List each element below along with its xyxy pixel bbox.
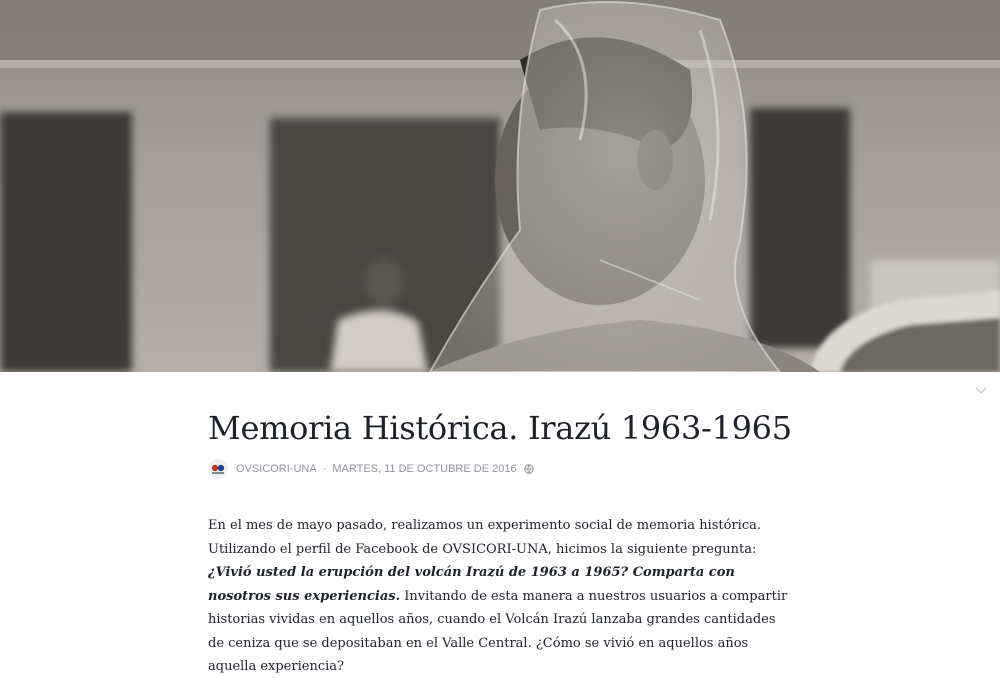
publish-date[interactable]: MARTES, 11 DE OCTUBRE DE 2016: [332, 463, 517, 475]
globe-icon: [524, 464, 534, 474]
paragraph-intro: En el mes de mayo pasado, realizamos un experimento social de memoria histórica. Utilizando el perfil de Facebook de OVSICORI-UNA, hicimos la siguiente pregunta:: [208, 518, 761, 557]
article: [208, 400, 792, 679]
avatar[interactable]: [208, 459, 228, 479]
author-link[interactable]: OVSICORI-UNA: [236, 463, 317, 475]
chevron-down-icon[interactable]: [972, 382, 990, 400]
article-body: [208, 514, 788, 679]
paragraph-question: ¿Vivió usted la erupción del volcán Irazú de 1963 a 1965? Comparta con nosotros sus experiencias.: [208, 565, 735, 604]
meta-separator: ·: [322, 463, 327, 475]
page-logo-icon: [208, 459, 228, 479]
article-meta: [208, 458, 788, 480]
article-paragraph: [208, 514, 788, 679]
paragraph-continuation: Invitando de esta manera a nuestros usuarios a compartir historias vividas en aquellos años, cuando el Volcán Irazú lanzaba grandes cantidades de ceniza que se depositaban en el Valle Central. ¿Cómo se vivió en aquellos años aquella experiencia?: [208, 588, 788, 674]
article-title: Memoria Histórica. Irazú 1963-1965: [208, 409, 792, 447]
